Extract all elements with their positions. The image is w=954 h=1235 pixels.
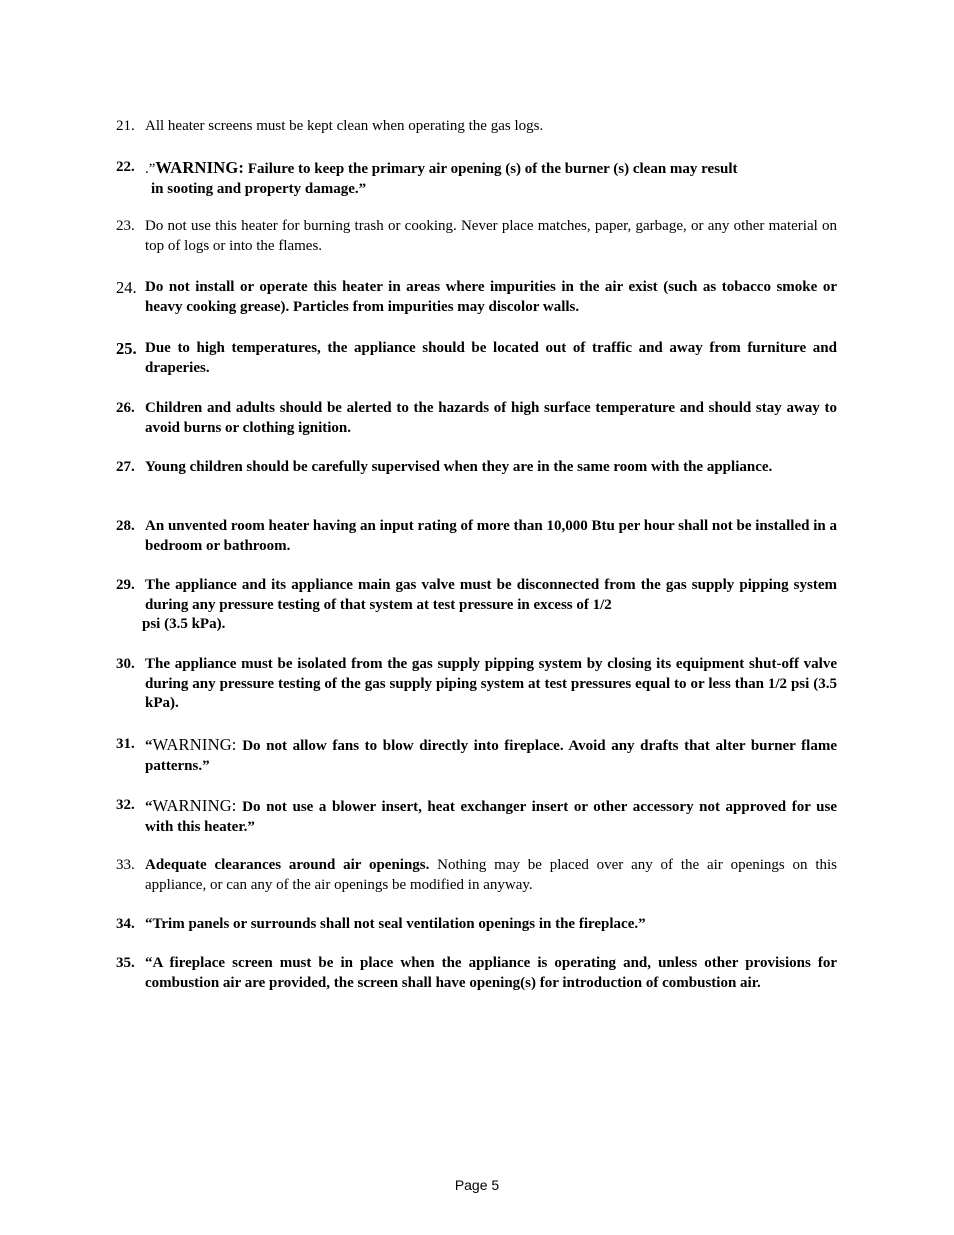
item-text: Children and adults should be alerted to the hazards of high surface temperature and should stay away to avoid burns or clothing ignition. <box>145 400 837 436</box>
list-item-25 <box>116 339 837 378</box>
list-item-21 <box>116 117 837 137</box>
item-text: The appliance must be isolated from the gas supply pipping system by closing its equipment shut-off valve during any pressure testing of the gas supply piping system at test pressures equal to or less than 1/2 psi (3.5 kPa). <box>145 656 837 712</box>
item-text-line1: The appliance and its appliance main gas valve must be disconnected from the gas supply pipping system during any pressure testing of that system at test pressure in excess of 1/2 <box>145 577 837 613</box>
item-number: 33. <box>116 857 135 873</box>
item-bold-lead: Adequate clearances around air openings. <box>145 857 430 873</box>
list-item-22 <box>116 158 837 199</box>
list-item-23 <box>116 217 837 256</box>
warning-text-line1: Failure to keep the primary air opening (s) of the burner (s) clean may result <box>244 161 738 177</box>
list-item-24 <box>116 278 837 317</box>
list-item-34 <box>116 915 837 935</box>
warning-prefix: .” <box>145 161 156 177</box>
item-text <box>145 158 837 199</box>
item-text: Do not use this heater for burning trash or cooking. Never place matches, paper, garbage, or any other material on top of logs or into the flames. <box>145 218 837 254</box>
item-number: 23. <box>116 218 135 234</box>
item-text <box>145 856 837 895</box>
item-number: 28. <box>116 518 135 534</box>
list-item-28 <box>116 517 837 556</box>
warning-text: Do not allow fans to blow directly into fireplace. Avoid any drafts that alter burner flame patterns.” <box>145 738 837 774</box>
quote-open: “ <box>145 799 153 815</box>
item-number: 30. <box>116 656 135 672</box>
item-number: 29. <box>116 577 135 593</box>
item-text: Due to high temperatures, the appliance should be located out of traffic and away from furniture and draperies. <box>145 340 837 376</box>
item-number: 27. <box>116 459 135 475</box>
warning-text: Do not use a blower insert, heat exchanger insert or other accessory not approved for use with this heater.” <box>145 799 837 835</box>
warning-text-line2: in sooting and property damage.” <box>151 180 367 197</box>
list-item-27 <box>116 458 837 478</box>
item-text: Do not install or operate this heater in areas where impurities in the air exist (such as tobacco smoke or heavy cooking grease). Particles from impurities may discolor walls. <box>145 279 837 315</box>
item-text-line2: psi (3.5 kPa). <box>142 616 226 633</box>
item-number: 31. <box>116 736 135 752</box>
item-number: 32. <box>116 797 135 813</box>
quote-open: “ <box>145 738 153 754</box>
item-text <box>145 796 837 837</box>
item-body: Nothing may be placed over any of the air openings on this appliance, or can any of the air openings be modified in anyway. <box>145 857 837 893</box>
list-item-32 <box>116 796 837 837</box>
item-text <box>145 735 837 776</box>
item-number: 25. <box>116 339 137 358</box>
warning-label: WARNING: <box>155 158 245 177</box>
item-text: All heater screens must be kept clean when operating the gas logs. <box>145 118 544 134</box>
item-text: An unvented room heater having an input rating of more than 10,000 Btu per hour shall not be installed in a bedroom or bathroom. <box>145 518 837 554</box>
item-number: 24. <box>116 278 137 297</box>
item-text: “Trim panels or surrounds shall not seal ventilation openings in the fireplace.” <box>145 916 646 932</box>
warning-label: WARNING: <box>152 735 237 754</box>
item-number: 21. <box>116 118 135 134</box>
list-item-33 <box>116 856 837 895</box>
list-item-35 <box>116 954 837 993</box>
item-number: 34. <box>116 916 135 932</box>
item-text: “A fireplace screen must be in place when the appliance is operating and, unless other provisions for combustion air are provided, the screen shall have opening(s) for introduction of combustion air. <box>145 955 837 991</box>
item-number: 35. <box>116 955 135 971</box>
warning-label: WARNING: <box>152 796 237 815</box>
item-text: Young children should be carefully supervised when they are in the same room with the appliance. <box>145 459 773 475</box>
list-item-29 <box>116 576 837 635</box>
list-item-31 <box>116 735 837 776</box>
item-number: 26. <box>116 400 135 416</box>
item-text <box>142 576 837 635</box>
list-item-26 <box>116 399 837 438</box>
page-number: Page 5 <box>454 1177 500 1193</box>
list-item-30 <box>116 655 837 714</box>
item-number: 22. <box>116 159 135 175</box>
